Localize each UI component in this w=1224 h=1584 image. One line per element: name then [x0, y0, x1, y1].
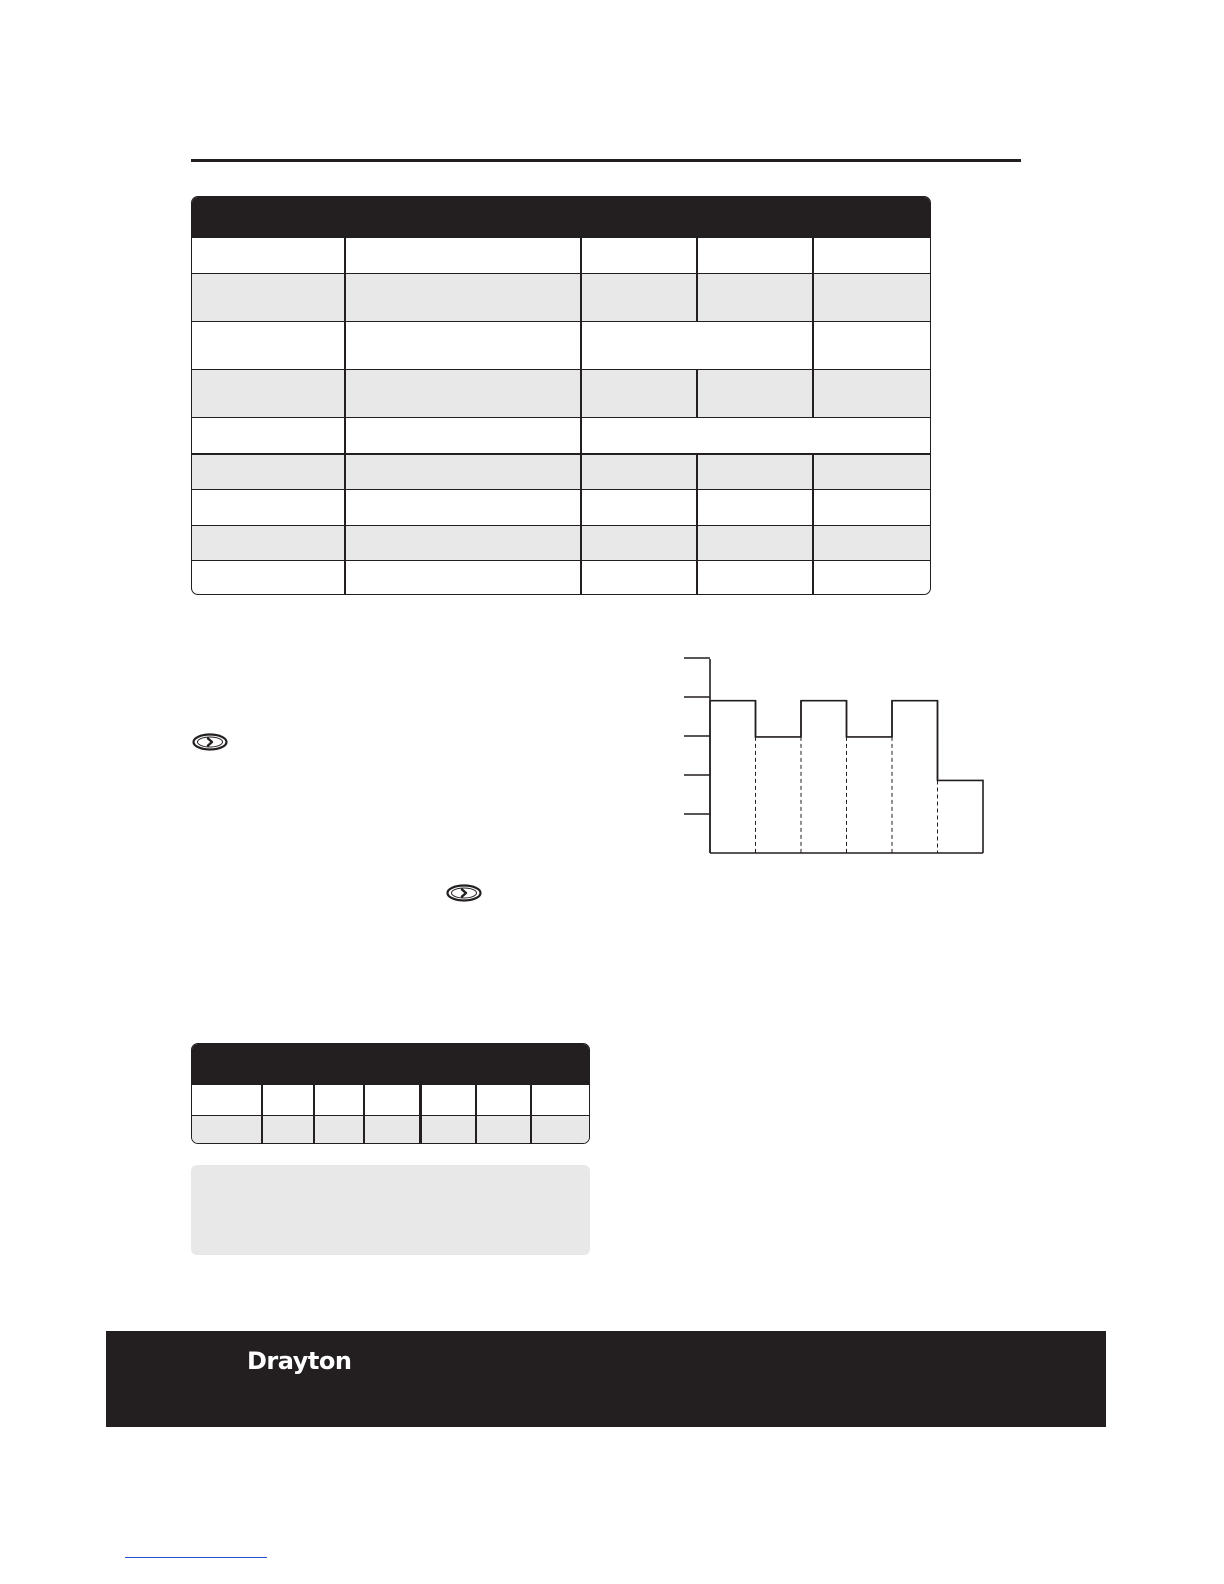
table-row: [192, 321, 930, 369]
program-table-header: [192, 197, 930, 238]
day-table-header: [192, 1044, 589, 1085]
table-row: [192, 417, 930, 453]
table-row: [192, 560, 930, 595]
table-row: [192, 238, 930, 273]
header-rule: [191, 159, 1021, 162]
table-row: [192, 489, 930, 525]
footer-band: [106, 1331, 1106, 1427]
table-row: [192, 525, 930, 560]
chevron-right-oval-icon[interactable]: [192, 733, 228, 751]
table-row: [192, 1085, 589, 1115]
chevron-right-oval-icon[interactable]: [446, 884, 482, 902]
temperature-step-chart: [680, 655, 990, 860]
day-table: [191, 1043, 590, 1144]
link-underline[interactable]: [125, 1557, 267, 1558]
table-row: [192, 453, 930, 489]
program-table: [191, 196, 931, 595]
table-row: [192, 1115, 589, 1144]
brand-logo: Drayton: [247, 1347, 352, 1375]
note-box: [191, 1165, 590, 1255]
table-row: [192, 273, 930, 321]
table-row: [192, 369, 930, 417]
